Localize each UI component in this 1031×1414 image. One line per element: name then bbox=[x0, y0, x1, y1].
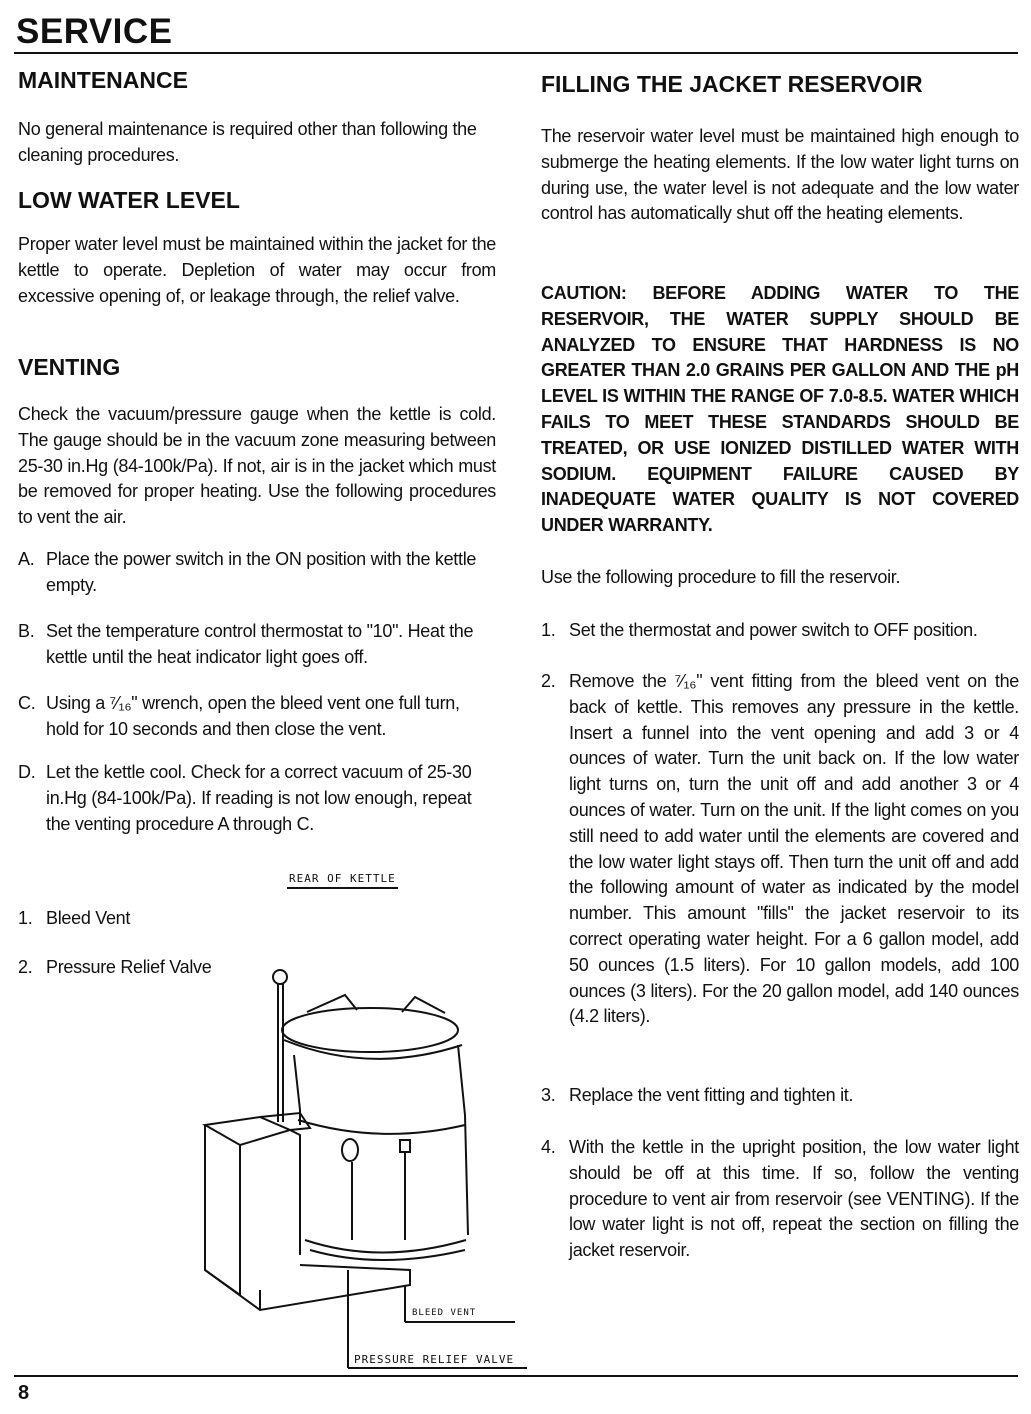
step-marker: A. bbox=[18, 549, 35, 569]
step-text: With the kettle in the upright position, the low water light should be off at this time. If so, follow the venting procedure to vent air from reservoir (see VENTING). If the low water light is not off, repeat the section on filling the jacket reservoir. bbox=[569, 1137, 1019, 1261]
venting-heading: VENTING bbox=[18, 354, 121, 380]
venting-text: Check the vacuum/pressure gauge when the kettle is cold. The gauge should be in the vacuum zone measuring between 25-30 in.Hg (84-100k/Pa). If not, air is in the jacket which must be removed for proper heating. Use the following procedures to vent the air. bbox=[18, 404, 496, 528]
step-text: Set the thermostat and power switch to OFF position. bbox=[569, 620, 978, 640]
filling-step bbox=[541, 1135, 1019, 1264]
venting-step bbox=[18, 619, 496, 671]
step-marker: 3. bbox=[541, 1085, 556, 1105]
step-marker: C. bbox=[18, 693, 36, 713]
low-water-heading: LOW WATER LEVEL bbox=[18, 187, 240, 213]
step-text: Set the temperature control thermostat to "10". Heat the kettle until the heat indicator light goes off. bbox=[46, 621, 474, 667]
figure-caption: REAR OF KETTLE bbox=[287, 872, 398, 889]
step-marker: 4. bbox=[541, 1137, 556, 1157]
low-water-text: Proper water level must be maintained within the jacket for the kettle to operate. Depletion of water may occur from excessive opening of, or leakage through, the relief valve. bbox=[18, 234, 496, 306]
legend-text: Pressure Relief Valve bbox=[46, 957, 212, 977]
step-text: Using a ⁷⁄₁₆" wrench, open the bleed vent one full turn, hold for 10 seconds and then close the vent. bbox=[46, 693, 460, 739]
step-text: Replace the vent fitting and tighten it. bbox=[569, 1085, 854, 1105]
header-rule bbox=[14, 52, 1018, 54]
legend-text: Bleed Vent bbox=[46, 908, 131, 928]
venting-step bbox=[18, 691, 496, 743]
legend-item bbox=[18, 906, 496, 932]
step-text: Let the kettle cool. Check for a correct vacuum of 25-30 in.Hg (84-100k/Pa). If reading is not low enough, repeat the venting procedure A through C. bbox=[46, 762, 472, 834]
legend-marker: 1. bbox=[18, 908, 33, 928]
step-marker: 1. bbox=[541, 620, 556, 640]
pressure-relief-valve-label: PRESSURE RELIEF VALVE bbox=[354, 1353, 515, 1366]
step-marker: 2. bbox=[541, 671, 556, 691]
page-title: SERVICE bbox=[16, 12, 173, 51]
caution-text: CAUTION: BEFORE ADDING WATER TO THE RESERVOIR, THE WATER SUPPLY SHOULD BE ANALYZED TO ENSURE THAT HARDNESS IS NO GREATER THAN 2.0 GRAINS PER GALLON AND THE pH LEVEL IS WITHIN THE RANGE OF 7.0-8.5. WATER WHICH FAILS TO MEET THESE STANDARDS SHOULD BE TREATED, OR USE IONIZED DISTILLED WATER WITH SODIUM. EQUIPMENT FAILURE CAUSED BY INADEQUATE WATER QUALITY IS NOT COVERED UNDER WARRANTY. bbox=[541, 283, 1019, 536]
page-number: 8 bbox=[18, 1382, 30, 1404]
venting-step bbox=[18, 760, 496, 837]
procedure-lead: Use the following procedure to fill the reservoir. bbox=[541, 567, 901, 587]
step-text: Remove the ⁷⁄₁₆" vent fitting from the bleed vent on the back of kettle. This removes any pressure in the kettle. Insert a funnel into the vent opening and add 3 or 4 ounces of water. Turn the unit back on. If the low water light turns on, turn the unit off and add another 3 or 4 ounces of water. Turn on the unit. If the light comes on you still need to add water until the elements are covered and the low water light stays off. Then turn the unit off and add the following amount of water as indicated by the model number. This amount "fills" the jacket reservoir to its correct operating water height. For a 6 gallon model, add 50 ounces (1.5 liters). For 10 gallon models, add 100 ounces (3 liters). For the 20 gallon model, add 140 ounces (4.2 liters). bbox=[569, 671, 1019, 1027]
step-text: Place the power switch in the ON position with the kettle empty. bbox=[46, 549, 477, 595]
kettle-illustration bbox=[190, 960, 540, 1370]
legend-marker: 2. bbox=[18, 957, 33, 977]
step-marker: D. bbox=[18, 762, 36, 782]
maintenance-text: No general maintenance is required other than following the cleaning procedures. bbox=[18, 119, 477, 165]
footer-rule bbox=[14, 1375, 1018, 1377]
step-marker: B. bbox=[18, 621, 35, 641]
filling-step bbox=[541, 669, 1019, 1030]
filling-heading: FILLING THE JACKET RESERVOIR bbox=[541, 71, 923, 97]
maintenance-heading: MAINTENANCE bbox=[18, 67, 188, 93]
venting-step bbox=[18, 547, 496, 599]
filling-intro: The reservoir water level must be maintained high enough to submerge the heating elements. If the low water light turns on during use, the water level is not adequate and the low water control has automatically shut off the heating elements. bbox=[541, 126, 1019, 224]
bleed-vent-label: BLEED VENT bbox=[412, 1308, 477, 1318]
filling-step bbox=[541, 618, 1019, 644]
filling-step bbox=[541, 1083, 1019, 1109]
